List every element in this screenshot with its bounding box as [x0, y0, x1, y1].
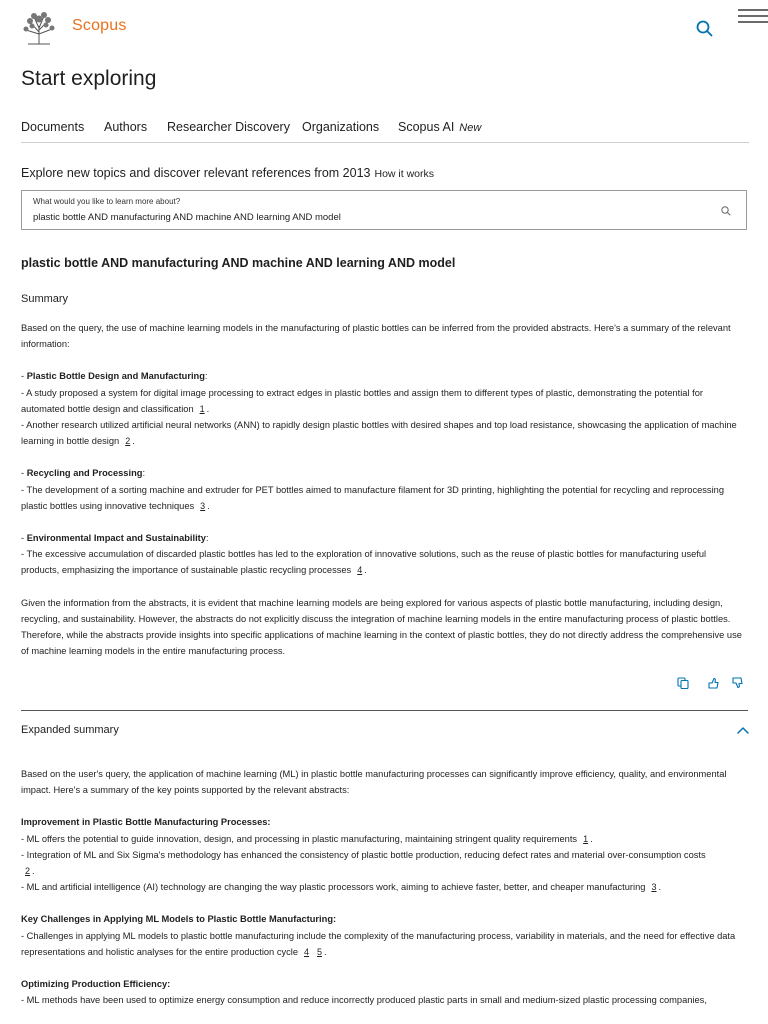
reference-link[interactable]: 4 — [304, 946, 310, 957]
top-header — [0, 0, 768, 56]
summary-section-recycling — [21, 465, 745, 514]
how-it-works-link[interactable]: How it works — [374, 168, 435, 180]
explore-intro — [21, 166, 434, 180]
expanded-section-improvement — [21, 814, 745, 895]
expanded-bullet: - ML offers the potential to guide innovation, design, and processing in plastic manufacturing, maintaining stringent quality requirements 1 . — [21, 831, 745, 847]
summary-title: Summary — [21, 293, 69, 305]
menu-bar — [738, 9, 768, 11]
expanded-intro: Based on the user's query, the application of machine learning (ML) in plastic bottle manufacturing processes can significantly improve efficiency, quality, and environmental impact. Here's a summary of the key points supported by the relevant abstracts: — [21, 769, 727, 796]
expanded-section-heading: Improvement in Plastic Bottle Manufacturing Processes: — [21, 817, 271, 828]
tab-researcher-discovery[interactable]: Researcher Discovery — [167, 120, 290, 134]
expanded-bullet: - Integration of ML and Six Sigma's methodology has enhanced the consistency of plastic bottle production, reducing defect rates and material over-consumption costs 2 . — [21, 847, 745, 879]
page-title: Start exploring — [21, 67, 157, 90]
search-icon[interactable] — [720, 205, 732, 217]
expanded-bullet: - ML and artificial intelligence (AI) technology are changing the way plastic processors work, aiming to achieve faster, better, and cheaper manufacturing 3 . — [21, 879, 745, 895]
expanded-section-challenges — [21, 911, 745, 960]
reference-link[interactable]: 2 — [125, 436, 131, 447]
reference-link[interactable]: 1 — [583, 833, 589, 844]
expanded-bullet: - Challenges in applying ML models to plastic bottle manufacturing include the complexity of the manufacturing process, variability in materials, and the need for effective data representations and holistic analyses for the entire production cycle 4 5 . — [21, 928, 745, 960]
reference-link[interactable]: 3 — [200, 500, 206, 511]
expanded-summary-body — [21, 766, 745, 1024]
expanded-summary-title[interactable]: Expanded summary — [21, 724, 119, 736]
reference-link[interactable]: 5 — [317, 946, 323, 957]
search-type-tabs — [21, 120, 749, 143]
summary-bullet: - The excessive accumulation of discarded plastic bottles has led to the exploration of innovative solutions, such as the reuse of plastic bottles for manufacturing useful products, emphasizing the importance of sustainable plastic recycling processes 4 . — [21, 546, 745, 578]
query-field-label: What would you like to learn more about? — [33, 197, 181, 206]
summary-section-heading: - Plastic Bottle Design and Manufacturing: — [21, 371, 208, 382]
reference-link[interactable]: 4 — [357, 565, 363, 576]
summary-section-design — [21, 368, 745, 449]
section-divider — [21, 710, 748, 711]
summary-section-heading: - Recycling and Processing: — [21, 468, 146, 479]
tab-scopus-ai[interactable] — [398, 120, 481, 134]
brand-name[interactable]: Scopus — [72, 17, 127, 34]
tab-scopus-ai-label: Scopus AI — [398, 120, 455, 134]
summary-bullet: - Another research utilized artificial neural networks (ANN) to rapidly design plastic bottles with desired shapes and top load resistance, showcasing the application of machine learning in bottle design 2 . — [21, 417, 745, 449]
summary-intro: Based on the query, the use of machine learning models in the manufacturing of plastic bottles can be inferred from the provided abstracts. Here's a summary of the relevant information: — [21, 323, 731, 350]
reference-link[interactable]: 3 — [651, 882, 657, 893]
query-field-value[interactable]: plastic bottle AND manufacturing AND machine AND learning AND model — [33, 212, 341, 223]
expanded-section-heading: Key Challenges in Applying ML Models to Plastic Bottle Manufacturing: — [21, 914, 337, 925]
tab-authors[interactable]: Authors — [104, 120, 148, 134]
elsevier-tree-logo[interactable] — [20, 10, 58, 46]
thumbs-down-icon[interactable] — [730, 676, 744, 690]
copy-icon[interactable] — [676, 676, 690, 690]
tab-documents[interactable]: Documents — [21, 120, 85, 134]
reference-link[interactable]: 1 — [199, 403, 205, 414]
result-query-heading: plastic bottle AND manufacturing AND machine AND learning AND model — [21, 256, 456, 270]
expanded-section-heading: Optimizing Production Efficiency: — [21, 979, 171, 990]
summary-conclusion: Given the information from the abstracts, it is evident that machine learning models are being explored for various aspects of plastic bottle manufacturing, including design, recycling, and sustainability. However, the abstracts do not explicitly discuss the integration of machine learning models in the entire manufacturing process of plastic bottles. Therefore, while the abstracts provide insights into specific applications of machine learning in the context of plastic bottles, they do not directly address the comprehensive use of machine learning models in the entire manufacturing process. — [21, 597, 742, 657]
summary-bullet: - A study proposed a system for digital image processing to extract edges in plastic bottles and assign them to different types of plastic, demonstrating the potential for automated bottle design and classification 1 . — [21, 385, 745, 417]
ai-query-input[interactable] — [21, 190, 747, 230]
summary-body — [21, 320, 745, 675]
summary-section-heading: - Environmental Impact and Sustainability: — [21, 533, 209, 544]
summary-bullet: - The development of a sorting machine and extruder for PET bottles aimed to manufacture filament for 3D printing, highlighting the potential for recycling and reprocessing plastic bottles using innovative techniques 3 . — [21, 482, 745, 514]
thumbs-up-icon[interactable] — [706, 676, 720, 690]
chevron-up-icon[interactable] — [736, 724, 750, 736]
hamburger-menu-icon[interactable] — [738, 9, 768, 25]
menu-bar — [738, 15, 768, 17]
reference-link[interactable]: 2 — [25, 866, 31, 877]
menu-bar — [738, 21, 768, 23]
expanded-section-efficiency — [21, 976, 745, 1008]
search-icon[interactable] — [694, 18, 716, 40]
tab-organizations[interactable]: Organizations — [302, 120, 380, 134]
expanded-bullet: - ML methods have been used to optimize energy consumption and reduce incorrectly produced plastic parts in small and medium-sized plastic processing companies, — [21, 995, 707, 1006]
summary-section-environment — [21, 530, 745, 579]
explore-text: Explore new topics and discover relevant references from 2013 — [21, 166, 371, 180]
new-badge: New — [459, 122, 482, 134]
